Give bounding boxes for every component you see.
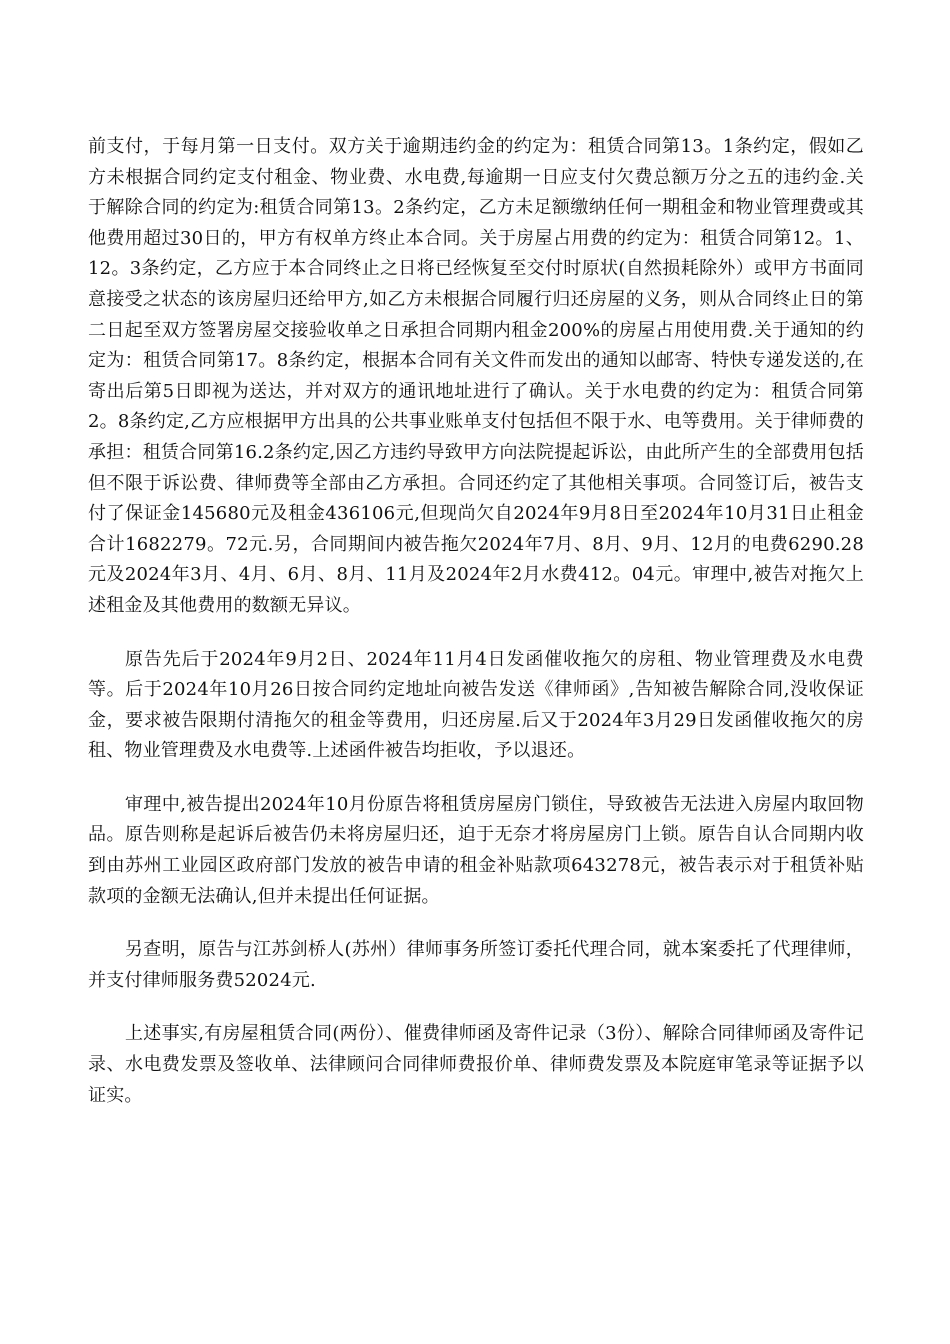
paragraph-lawyer-fee: 另查明，原告与江苏剑桥人(苏州）律师事务所签订委托代理合同，就本案委托了代理律师，并支付律师服务费52024元.: [88, 939, 864, 991]
paragraph-contract-terms: 前支付，于每月第一日支付。双方关于逾期违约金的约定为：租赁合同第13。1条约定，假如乙方未根据合同约定支付租金、物业费、水电费,每逾期一日应支付欠费总额万分之五的违约金.关于解除合同的约定为:租赁合同第13。2条约定，乙方未足额缴纳任何一期租金和物业管理费或其他费用超过30日的，甲方有权单方终止本合同。关于房屋占用费的约定为：租赁合同第12。1、12。3条约定，乙方应于本合同终止之日将已经恢复至交付时原状(自然损耗除外）或甲方书面同意接受之状态的该房屋归还给甲方,如乙方未根据合同履行归还房屋的义务，则从合同终止日的第二日起至双方签署房屋交接验收单之日承担合同期内租金200%的房屋占用使用费.关于通知的约定为：租赁合同第17。8条约定，根据本合同有关文件而发出的通知以邮寄、特快专递发送的,在寄出后第5日即视为送达，并对双方的通讯地址进行了确认。关于水电费的约定为：租赁合同第2。8条约定,乙方应根据甲方出具的公共事业账单支付包括但不限于水、电等费用。关于律师费的承担：租赁合同第16.2条约定,因乙方违约导致甲方向法院提起诉讼，由此所产生的全部费用包括但不限于诉讼费、律师费等全部由乙方承担。合同还约定了其他相关事项。合同签订后，被告支付了保证金145680元及租金436106元,但现尚欠自2024年9月8日至2024年10月31日止租金合计1682279。72元.另，合同期间内被告拖欠2024年7月、8月、9月、12月的电费6290.28元及2024年3月、4月、6月、8月、11月及2024年2月水费412。04元。审理中,被告对拖欠上述租金及其他费用的数额无异议。: [88, 136, 864, 616]
paragraph-gap: [88, 996, 864, 1019]
paragraph-gap: [88, 912, 864, 935]
paragraph-trial-statements: 审理中,被告提出2024年10月份原告将租赁房屋房门锁住，导致被告无法进入房屋内取回物品。原告则称是起诉后被告仍未将房屋归还，迫于无奈才将房屋房门上锁。原告自认合同期内收到由苏州工业园区政府部门发放的被告申请的租金补贴款项643278元，被告表示对于租赁补贴款项的金额无法确认,但并未提出任何证据。: [88, 793, 864, 907]
paragraph-gap: [88, 767, 864, 790]
paragraph-demand-letters: 原告先后于2024年9月2日、2024年11月4日发函催收拖欠的房租、物业管理费及水电费等。后于2024年10月26日按合同约定地址向被告发送《律师函》,告知被告解除合同,没收保证金，要求被告限期付清拖欠的租金等费用，归还房屋.后又于2024年3月29日发函催收拖欠的房租、物业管理费及水电费等.上述函件被告均拒收，予以退还。: [88, 648, 864, 762]
paragraph-evidence: 上述事实,有房屋租赁合同(两份）、催费律师函及寄件记录（3份）、解除合同律师函及寄件记录、水电费发票及签收单、法律顾问合同律师费报价单、律师费发票及本院庭审笔录等证据予以证实。: [88, 1023, 864, 1106]
document-body: [88, 132, 864, 1111]
paragraph-gap: [88, 622, 864, 645]
